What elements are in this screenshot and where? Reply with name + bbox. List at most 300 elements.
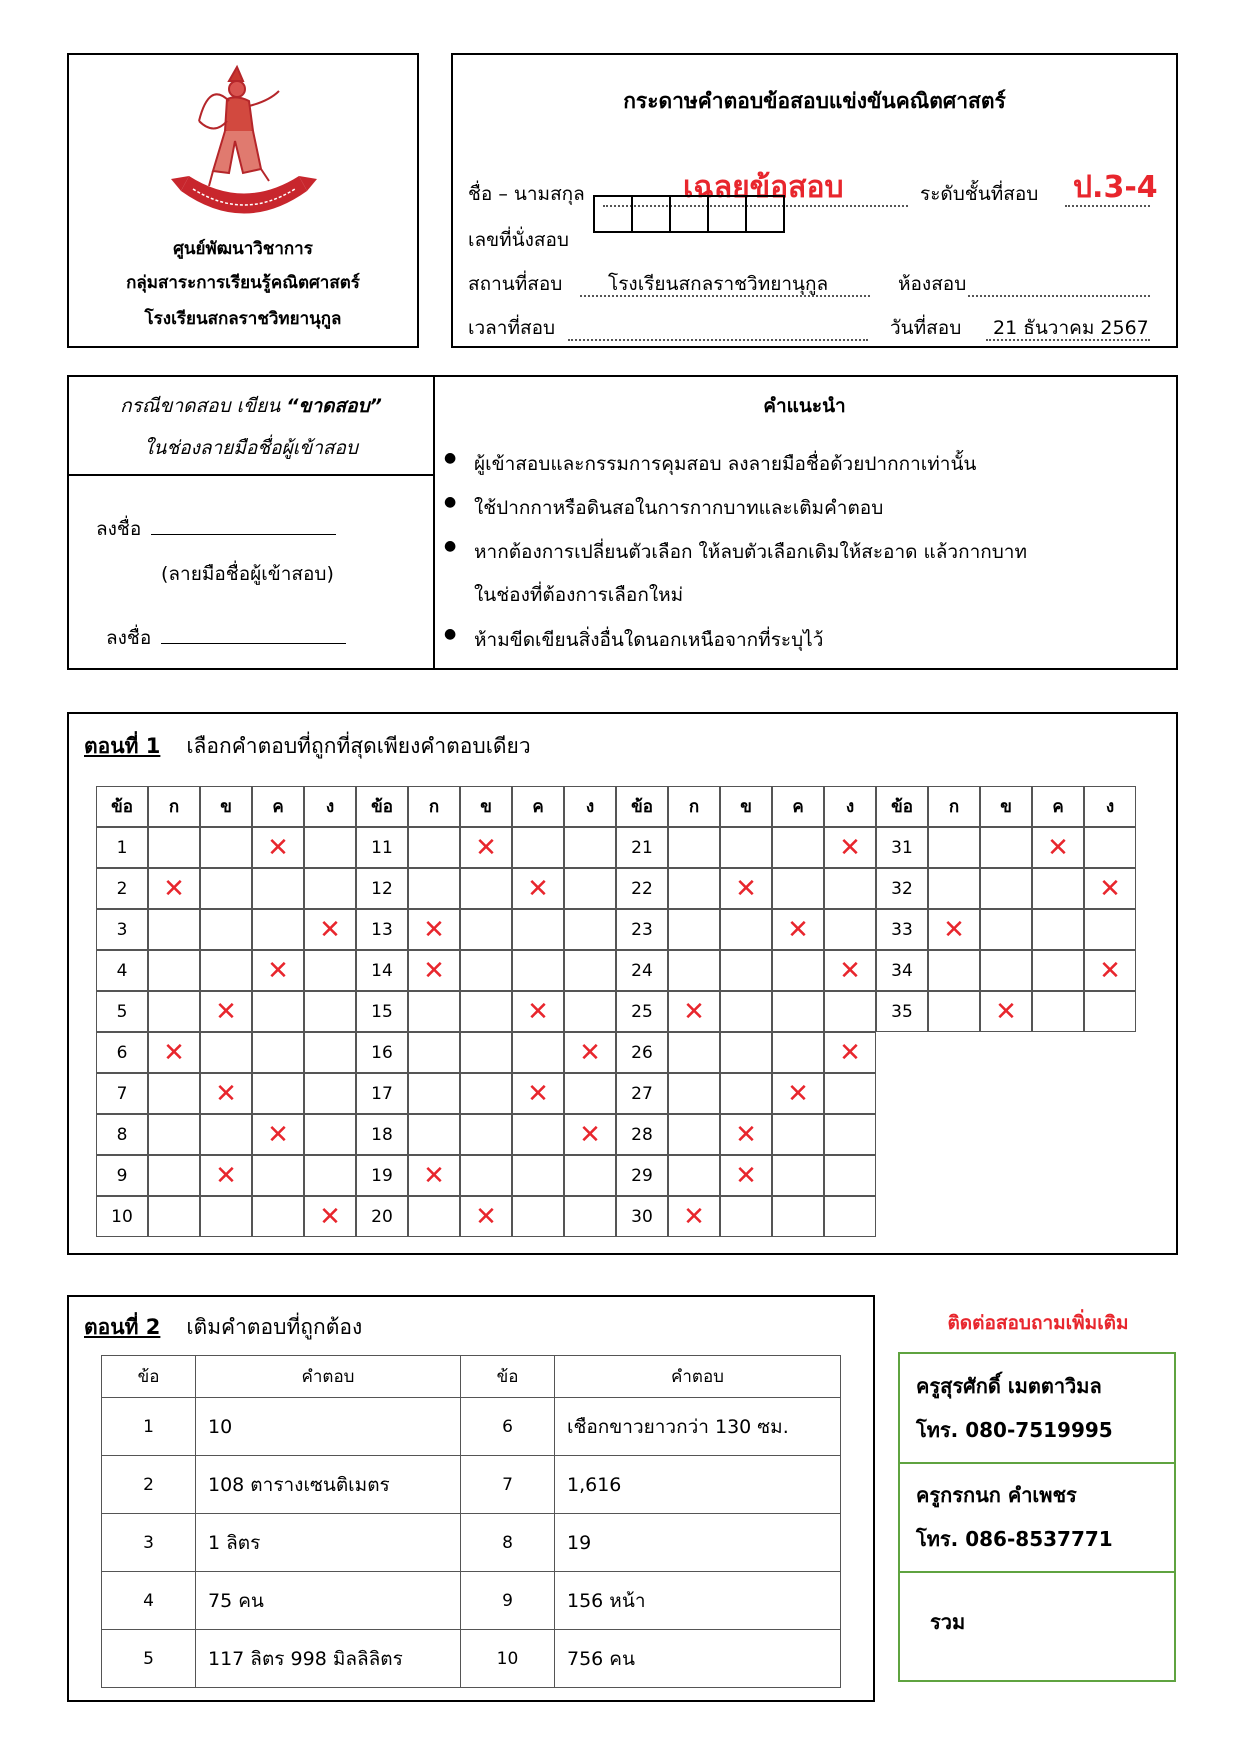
answer-cell[interactable] bbox=[512, 991, 564, 1032]
answer-cell[interactable] bbox=[252, 991, 304, 1032]
option-header: ก bbox=[408, 786, 460, 827]
question-number: 15 bbox=[356, 991, 408, 1032]
answer-cell[interactable] bbox=[512, 950, 564, 991]
answer-cell[interactable] bbox=[200, 1196, 252, 1237]
cross-mark-icon: ✕ bbox=[475, 1201, 497, 1232]
answer-cell[interactable] bbox=[772, 827, 824, 868]
column-header: ข้อ bbox=[461, 1356, 555, 1398]
question-number: 5 bbox=[96, 991, 148, 1032]
answer-cell[interactable] bbox=[824, 1196, 876, 1237]
answer-cell[interactable] bbox=[928, 991, 980, 1032]
answer-cell[interactable] bbox=[720, 1196, 772, 1237]
answer-cell[interactable] bbox=[408, 827, 460, 868]
answer-cell[interactable] bbox=[564, 991, 616, 1032]
answer-cell[interactable] bbox=[148, 868, 200, 909]
question-number: 8 bbox=[96, 1114, 148, 1155]
answer-cell[interactable] bbox=[720, 1073, 772, 1114]
answer-cell[interactable] bbox=[512, 1155, 564, 1196]
contact-phone-2: โทร. 086-8537771 bbox=[916, 1527, 1113, 1551]
question-number-header: ข้อ bbox=[96, 786, 148, 827]
instruction-text: หากต้องการเปลี่ยนตัวเลือก ให้ลบตัวเลือกเดิมให้สะอาด แล้วกากบาท bbox=[474, 541, 1027, 563]
answer-cell[interactable] bbox=[512, 868, 564, 909]
cross-mark-icon: ✕ bbox=[267, 955, 289, 986]
answer-cell[interactable] bbox=[1084, 991, 1136, 1032]
answer-cell[interactable] bbox=[408, 868, 460, 909]
answer-cell[interactable] bbox=[252, 1196, 304, 1237]
table-body bbox=[102, 1398, 841, 1688]
answer-cell[interactable] bbox=[200, 1114, 252, 1155]
table-row bbox=[102, 1630, 841, 1688]
logo-line-3: โรงเรียนสกลราชวิทยานุกูล bbox=[144, 309, 342, 329]
answer-cell[interactable] bbox=[1032, 909, 1084, 950]
question-number: 19 bbox=[356, 1155, 408, 1196]
answer-cell[interactable] bbox=[148, 909, 200, 950]
answer-cell[interactable] bbox=[200, 1073, 252, 1114]
instruction-text: ใช้ปากกาหรือดินสอในการกากบาทและเติมคำตอบ bbox=[474, 497, 884, 519]
answer-cell[interactable] bbox=[980, 991, 1032, 1032]
part1-number: ตอนที่ 1 bbox=[84, 734, 161, 758]
question-number: 5 bbox=[102, 1630, 196, 1688]
question-number: 9 bbox=[461, 1572, 555, 1630]
answer-cell[interactable] bbox=[148, 1032, 200, 1073]
answer-cell[interactable] bbox=[720, 827, 772, 868]
answer-cell[interactable] bbox=[1032, 868, 1084, 909]
answer-cell[interactable] bbox=[772, 1196, 824, 1237]
answer-cell[interactable] bbox=[252, 1032, 304, 1073]
option-header: ข bbox=[980, 786, 1032, 827]
seat-number-boxes[interactable] bbox=[593, 195, 785, 233]
question-number: 10 bbox=[96, 1196, 148, 1237]
answer-cell[interactable]: 19 bbox=[555, 1514, 841, 1572]
room-label: ห้องสอบ bbox=[898, 273, 967, 295]
answer-cell[interactable] bbox=[772, 1073, 824, 1114]
question-number: 3 bbox=[102, 1514, 196, 1572]
answer-cell[interactable] bbox=[200, 991, 252, 1032]
instruction-text: ห้ามขีดเขียนสิ่งอื่นใดนอกเหนือจากที่ระบุไว้ bbox=[474, 629, 824, 651]
contact-person-1: ครูสุรศักดิ์ เมตตาวิมล bbox=[916, 1374, 1102, 1398]
part1-section bbox=[67, 712, 1178, 1255]
option-header: ง bbox=[564, 786, 616, 827]
cross-mark-icon: ✕ bbox=[579, 1037, 601, 1068]
part1-heading bbox=[84, 730, 531, 763]
answer-cell[interactable] bbox=[408, 909, 460, 950]
question-number: 30 bbox=[616, 1196, 668, 1237]
answer-cell[interactable] bbox=[564, 1196, 616, 1237]
answer-cell[interactable] bbox=[252, 909, 304, 950]
question-number: 35 bbox=[876, 991, 928, 1032]
answer-cell[interactable] bbox=[460, 1196, 512, 1237]
answer-cell[interactable] bbox=[564, 909, 616, 950]
answer-cell[interactable] bbox=[512, 1114, 564, 1155]
answer-cell[interactable] bbox=[512, 909, 564, 950]
answer-cell[interactable] bbox=[1032, 827, 1084, 868]
sign-label: ลงชื่อ bbox=[96, 518, 142, 540]
contact-phone-1: โทร. 080-7519995 bbox=[916, 1418, 1113, 1442]
option-header: ก bbox=[668, 786, 720, 827]
answer-cell[interactable] bbox=[512, 1196, 564, 1237]
instruction-item-3-continued: ในช่องที่ต้องการเลือกใหม่ bbox=[474, 584, 684, 606]
answer-cell[interactable] bbox=[720, 1114, 772, 1155]
answer-cell[interactable]: 10 bbox=[196, 1398, 461, 1456]
answer-cell[interactable] bbox=[408, 1032, 460, 1073]
answer-cell[interactable] bbox=[772, 950, 824, 991]
answer-cell[interactable] bbox=[148, 827, 200, 868]
instruction-item-1 bbox=[444, 449, 977, 479]
answer-cell[interactable] bbox=[460, 991, 512, 1032]
answer-cell[interactable] bbox=[304, 991, 356, 1032]
question-number: 32 bbox=[876, 868, 928, 909]
seat-digit-box[interactable] bbox=[631, 195, 671, 233]
cross-mark-icon: ✕ bbox=[423, 914, 445, 945]
answer-cell[interactable] bbox=[460, 1155, 512, 1196]
venue-value[interactable]: โรงเรียนสกลราชวิทยานุกูล bbox=[608, 273, 829, 295]
answer-cell[interactable] bbox=[408, 991, 460, 1032]
answer-cell[interactable] bbox=[668, 1073, 720, 1114]
answer-cell[interactable] bbox=[824, 827, 876, 868]
column-header: ข้อ bbox=[102, 1356, 196, 1398]
question-number: 18 bbox=[356, 1114, 408, 1155]
question-number: 9 bbox=[96, 1155, 148, 1196]
answer-cell[interactable] bbox=[148, 1155, 200, 1196]
candidate-signature-line[interactable] bbox=[151, 534, 336, 535]
cross-mark-icon: ✕ bbox=[683, 996, 705, 1027]
answer-cell[interactable] bbox=[668, 991, 720, 1032]
total-score-label: รวม bbox=[930, 1610, 966, 1634]
time-line[interactable] bbox=[568, 339, 868, 341]
option-header: ค bbox=[772, 786, 824, 827]
answer-cell[interactable] bbox=[460, 909, 512, 950]
answer-cell[interactable] bbox=[252, 868, 304, 909]
answer-cell[interactable] bbox=[304, 1155, 356, 1196]
proctor-signature-line[interactable] bbox=[161, 643, 346, 644]
answer-cell[interactable] bbox=[772, 1114, 824, 1155]
answer-cell[interactable] bbox=[304, 1196, 356, 1237]
answer-cell[interactable] bbox=[668, 1155, 720, 1196]
cross-mark-icon: ✕ bbox=[319, 914, 341, 945]
horizontal-divider bbox=[69, 474, 433, 476]
sign-label-2: ลงชื่อ bbox=[106, 627, 152, 649]
answer-cell[interactable] bbox=[512, 1032, 564, 1073]
answer-cell[interactable] bbox=[1084, 950, 1136, 991]
answer-cell[interactable] bbox=[980, 868, 1032, 909]
seat-digit-box[interactable] bbox=[707, 195, 747, 233]
answer-cell[interactable] bbox=[252, 827, 304, 868]
answer-cell[interactable] bbox=[304, 1114, 356, 1155]
question-number: 1 bbox=[96, 827, 148, 868]
name-row bbox=[468, 170, 1158, 213]
signature-caption: (ลายมือชื่อผู้เข้าสอบ) bbox=[161, 563, 334, 585]
answer-cell[interactable] bbox=[980, 950, 1032, 991]
signature-instructions-box bbox=[67, 375, 1178, 670]
school-logo-box bbox=[67, 53, 419, 348]
question-number: 34 bbox=[876, 950, 928, 991]
answer-cell[interactable] bbox=[1084, 909, 1136, 950]
answer-cell[interactable] bbox=[720, 868, 772, 909]
part2-number: ตอนที่ 2 bbox=[84, 1315, 161, 1339]
time-label: เวลาที่สอบ bbox=[468, 317, 556, 339]
answer-cell[interactable] bbox=[252, 1155, 304, 1196]
question-number: 2 bbox=[96, 868, 148, 909]
contact-divider bbox=[900, 1571, 1174, 1573]
question-number: 4 bbox=[102, 1572, 196, 1630]
cross-mark-icon: ✕ bbox=[163, 873, 185, 904]
answer-cell[interactable] bbox=[928, 868, 980, 909]
answer-cell[interactable] bbox=[928, 950, 980, 991]
answer-cell[interactable] bbox=[304, 1032, 356, 1073]
answer-cell[interactable] bbox=[564, 1155, 616, 1196]
cross-mark-icon: ✕ bbox=[735, 1160, 757, 1191]
level-value[interactable]: ป.3-4 bbox=[1073, 170, 1158, 205]
answer-cell[interactable] bbox=[148, 950, 200, 991]
question-number: 7 bbox=[96, 1073, 148, 1114]
answer-cell[interactable] bbox=[772, 868, 824, 909]
answer-cell[interactable] bbox=[148, 1196, 200, 1237]
answer-cell[interactable]: 117 ลิตร 998 มิลลิลิตร bbox=[196, 1630, 461, 1688]
answer-cell[interactable] bbox=[304, 1073, 356, 1114]
answer-cell[interactable] bbox=[148, 1073, 200, 1114]
absent-note-line-1 bbox=[69, 391, 433, 421]
cross-mark-icon: ✕ bbox=[423, 1160, 445, 1191]
seat-digit-box[interactable] bbox=[745, 195, 785, 233]
answer-cell[interactable] bbox=[252, 1073, 304, 1114]
answer-cell[interactable] bbox=[460, 827, 512, 868]
answer-cell[interactable] bbox=[980, 909, 1032, 950]
question-number: 10 bbox=[461, 1630, 555, 1688]
answer-cell[interactable] bbox=[1084, 868, 1136, 909]
answer-cell[interactable] bbox=[772, 1032, 824, 1073]
answer-cell[interactable] bbox=[720, 909, 772, 950]
cross-mark-icon: ✕ bbox=[1099, 873, 1121, 904]
signature-row-1 bbox=[96, 514, 336, 544]
cross-mark-icon: ✕ bbox=[1099, 955, 1121, 986]
answer-cell[interactable]: 1,616 bbox=[555, 1456, 841, 1514]
venue-label: สถานที่สอบ bbox=[468, 273, 563, 295]
answer-cell[interactable] bbox=[720, 1032, 772, 1073]
answer-cell[interactable]: 1 ลิตร bbox=[196, 1514, 461, 1572]
answer-cell[interactable] bbox=[564, 1073, 616, 1114]
question-number: 29 bbox=[616, 1155, 668, 1196]
answer-cell[interactable] bbox=[928, 909, 980, 950]
answer-cell[interactable] bbox=[460, 1032, 512, 1073]
cross-mark-icon: ✕ bbox=[735, 1119, 757, 1150]
cross-mark-icon: ✕ bbox=[319, 1201, 341, 1232]
option-header: ข bbox=[200, 786, 252, 827]
answer-cell[interactable] bbox=[824, 1032, 876, 1073]
answer-cell[interactable] bbox=[408, 1155, 460, 1196]
cross-mark-icon: ✕ bbox=[215, 1078, 237, 1109]
question-number: 17 bbox=[356, 1073, 408, 1114]
answer-cell[interactable] bbox=[408, 1114, 460, 1155]
question-number: 8 bbox=[461, 1514, 555, 1572]
question-number: 11 bbox=[356, 827, 408, 868]
column-header: คำตอบ bbox=[555, 1356, 841, 1398]
option-header: ข bbox=[720, 786, 772, 827]
cross-mark-icon: ✕ bbox=[995, 996, 1017, 1027]
answer-cell[interactable] bbox=[824, 991, 876, 1032]
answer-cell[interactable] bbox=[668, 1032, 720, 1073]
bullet-icon: ● bbox=[444, 626, 457, 642]
answer-cell[interactable] bbox=[824, 868, 876, 909]
answer-sheet-title: กระดาษคำตอบข้อสอบแข่งขันคณิตศาสตร์ bbox=[623, 89, 1006, 113]
option-header: ค bbox=[1032, 786, 1084, 827]
answer-cell[interactable] bbox=[668, 909, 720, 950]
cross-mark-icon: ✕ bbox=[683, 1201, 705, 1232]
answer-cell[interactable] bbox=[668, 1114, 720, 1155]
cross-mark-icon: ✕ bbox=[839, 832, 861, 863]
answer-cell[interactable] bbox=[772, 991, 824, 1032]
answer-cell[interactable]: 75 คน bbox=[196, 1572, 461, 1630]
question-number-header: ข้อ bbox=[616, 786, 668, 827]
answer-cell[interactable] bbox=[408, 950, 460, 991]
table-row bbox=[102, 1572, 841, 1630]
answer-cell[interactable] bbox=[824, 1073, 876, 1114]
absent-note-line-2: ในช่องลายมือชื่อผู้เข้าสอบ bbox=[144, 437, 358, 459]
logo-line-2: กลุ่มสาระการเรียนรู้คณิตศาสตร์ bbox=[126, 273, 360, 293]
question-number: 22 bbox=[616, 868, 668, 909]
fill-in-answer-table bbox=[101, 1355, 841, 1688]
answer-cell[interactable] bbox=[512, 827, 564, 868]
table-row bbox=[102, 1456, 841, 1514]
answer-cell[interactable] bbox=[1032, 991, 1084, 1032]
answer-cell[interactable] bbox=[668, 1196, 720, 1237]
absent-keyword: “ขาดสอบ” bbox=[286, 395, 382, 417]
question-number: 23 bbox=[616, 909, 668, 950]
answer-cell[interactable] bbox=[200, 1155, 252, 1196]
answer-cell[interactable] bbox=[720, 991, 772, 1032]
part2-heading bbox=[84, 1311, 362, 1344]
answer-cell[interactable] bbox=[824, 1114, 876, 1155]
answer-cell[interactable] bbox=[1084, 827, 1136, 868]
school-emblem-logo bbox=[169, 61, 319, 241]
question-number: 16 bbox=[356, 1032, 408, 1073]
part2-title: เติมคำตอบที่ถูกต้อง bbox=[186, 1315, 363, 1339]
instruction-item-3 bbox=[444, 537, 1027, 567]
answer-cell[interactable] bbox=[772, 909, 824, 950]
cross-mark-icon: ✕ bbox=[267, 832, 289, 863]
room-line[interactable] bbox=[968, 295, 1150, 297]
answer-cell[interactable] bbox=[408, 1196, 460, 1237]
answer-cell[interactable] bbox=[460, 868, 512, 909]
answer-cell[interactable] bbox=[408, 1073, 460, 1114]
answer-cell[interactable] bbox=[304, 827, 356, 868]
answer-cell[interactable] bbox=[668, 868, 720, 909]
answer-cell[interactable] bbox=[200, 827, 252, 868]
answer-cell[interactable] bbox=[460, 1073, 512, 1114]
question-number: 6 bbox=[96, 1032, 148, 1073]
option-header: ค bbox=[512, 786, 564, 827]
answer-cell[interactable] bbox=[1032, 950, 1084, 991]
option-header: ข bbox=[460, 786, 512, 827]
question-number: 26 bbox=[616, 1032, 668, 1073]
question-number: 20 bbox=[356, 1196, 408, 1237]
answer-cell[interactable] bbox=[824, 1155, 876, 1196]
name-value[interactable]: เฉลยข้อสอบ bbox=[683, 170, 844, 205]
answer-cell[interactable]: เชือกขาวยาวกว่า 130 ซม. bbox=[555, 1398, 841, 1456]
answer-cell[interactable] bbox=[200, 868, 252, 909]
answer-cell[interactable] bbox=[252, 950, 304, 991]
instruction-item-2 bbox=[444, 493, 884, 523]
column-header: คำตอบ bbox=[196, 1356, 461, 1398]
question-number: 13 bbox=[356, 909, 408, 950]
table-row bbox=[102, 1514, 841, 1572]
date-label: วันที่สอบ bbox=[890, 317, 962, 339]
cross-mark-icon: ✕ bbox=[215, 1160, 237, 1191]
cross-mark-icon: ✕ bbox=[423, 955, 445, 986]
option-header: ก bbox=[928, 786, 980, 827]
exam-header-box bbox=[451, 53, 1178, 348]
option-header: ค bbox=[252, 786, 304, 827]
logo-line-1: ศูนย์พัฒนาวิชาการ bbox=[173, 239, 313, 259]
answer-cell[interactable] bbox=[460, 950, 512, 991]
answer-cell[interactable] bbox=[512, 1073, 564, 1114]
answer-cell[interactable] bbox=[980, 827, 1032, 868]
answer-cell[interactable] bbox=[304, 950, 356, 991]
part1-title: เลือกคำตอบที่ถูกที่สุดเพียงคำตอบเดียว bbox=[186, 734, 531, 758]
answer-cell[interactable] bbox=[564, 1114, 616, 1155]
answer-cell[interactable] bbox=[564, 827, 616, 868]
time-row bbox=[468, 311, 1149, 347]
answer-cell[interactable] bbox=[668, 950, 720, 991]
bullet-icon: ● bbox=[444, 450, 457, 466]
signature-row-2 bbox=[106, 623, 346, 653]
answer-cell[interactable] bbox=[928, 827, 980, 868]
bullet-icon: ● bbox=[444, 494, 457, 510]
answer-cell[interactable] bbox=[200, 1032, 252, 1073]
contact-box bbox=[898, 1352, 1176, 1682]
answer-cell[interactable] bbox=[668, 827, 720, 868]
cross-mark-icon: ✕ bbox=[475, 832, 497, 863]
answer-cell[interactable] bbox=[564, 868, 616, 909]
answer-cell[interactable] bbox=[304, 868, 356, 909]
answer-cell[interactable] bbox=[304, 909, 356, 950]
level-label: ระดับชั้นที่สอบ bbox=[920, 183, 1039, 205]
part2-section bbox=[67, 1295, 875, 1702]
answer-cell[interactable]: 156 หน้า bbox=[555, 1572, 841, 1630]
question-number: 25 bbox=[616, 991, 668, 1032]
cross-mark-icon: ✕ bbox=[839, 1037, 861, 1068]
answer-cell[interactable] bbox=[720, 950, 772, 991]
seat-digit-box[interactable] bbox=[593, 195, 633, 233]
question-number: 31 bbox=[876, 827, 928, 868]
absent-note-prefix: กรณีขาดสอบ เขียน bbox=[120, 395, 287, 417]
cross-mark-icon: ✕ bbox=[163, 1037, 185, 1068]
answer-cell[interactable] bbox=[824, 950, 876, 991]
answer-cell[interactable] bbox=[200, 909, 252, 950]
answer-cell[interactable] bbox=[564, 1032, 616, 1073]
answer-cell[interactable] bbox=[564, 950, 616, 991]
question-number: 21 bbox=[616, 827, 668, 868]
answer-cell[interactable] bbox=[460, 1114, 512, 1155]
answer-cell[interactable] bbox=[200, 950, 252, 991]
option-header: ง bbox=[304, 786, 356, 827]
table-row bbox=[102, 1398, 841, 1456]
cross-mark-icon: ✕ bbox=[787, 1078, 809, 1109]
answer-cell[interactable] bbox=[148, 991, 200, 1032]
answer-cell[interactable] bbox=[252, 1114, 304, 1155]
answer-cell[interactable] bbox=[720, 1155, 772, 1196]
date-value[interactable]: 21 ธันวาคม 2567 bbox=[993, 317, 1149, 339]
seat-row bbox=[468, 223, 1146, 259]
seat-digit-box[interactable] bbox=[669, 195, 709, 233]
cross-mark-icon: ✕ bbox=[1047, 832, 1069, 863]
question-number: 6 bbox=[461, 1398, 555, 1456]
answer-cell[interactable] bbox=[824, 909, 876, 950]
answer-cell[interactable]: 756 คน bbox=[555, 1630, 841, 1688]
answer-cell[interactable]: 108 ตารางเซนติเมตร bbox=[196, 1456, 461, 1514]
question-number: 33 bbox=[876, 909, 928, 950]
answer-cell[interactable] bbox=[772, 1155, 824, 1196]
answer-cell[interactable] bbox=[148, 1114, 200, 1155]
